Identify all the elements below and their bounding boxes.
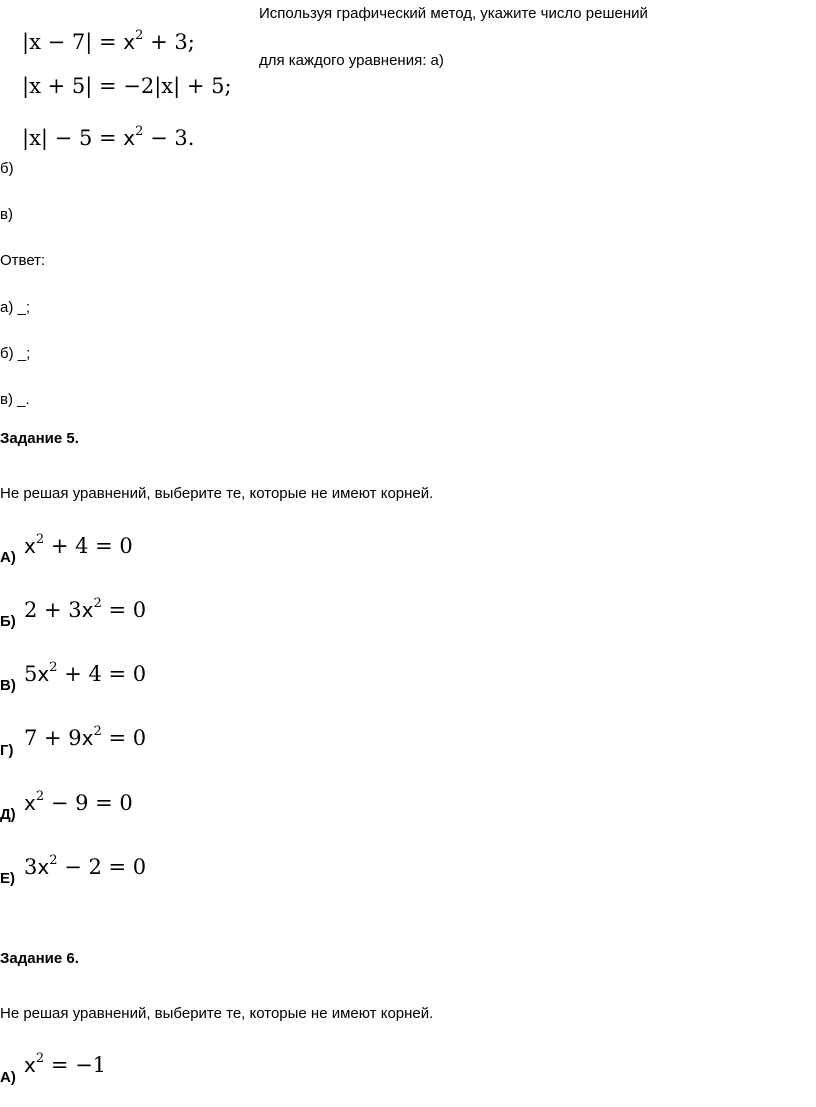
equation-c-var: x — [123, 126, 136, 150]
task5-option-equation: $7 + 9x^2 = 0$ — [24, 724, 147, 750]
task5-option-equation: $5x^2 + 4 = 0$ — [24, 660, 147, 686]
task5-option-label: Е) — [0, 870, 15, 887]
task5-option-label: Д) — [0, 806, 16, 823]
task5-option-label: Г) — [0, 742, 14, 759]
task5-option-equation: $3x^2 - 2 = 0$ — [24, 853, 147, 879]
task6-option-label: А) — [0, 1069, 16, 1086]
sub-label-b: б) — [0, 160, 14, 177]
task5-option-equation: $2 + 3x^2 = 0$ — [24, 596, 147, 622]
task5-option-equation: $x^2 + 4 = 0$ — [24, 532, 133, 558]
equation-a-var: x — [123, 30, 136, 54]
answer-b: б) _; — [0, 345, 31, 362]
equation-a-rest: + 3; — [150, 30, 195, 54]
intro-line-2: для каждого уравнения: а) — [259, 52, 444, 69]
task5-option-label: А) — [0, 549, 16, 566]
task6-prompt: Не решая уравнений, выберите те, которые не имеют корней. — [0, 1005, 434, 1022]
task5-option-label: В) — [0, 677, 16, 694]
answer-v: в) _. — [0, 391, 30, 408]
equation-a: $|x - 7| = x^2 + 3$; — [22, 28, 195, 54]
task6-option-equation: $x^2 = -1$ — [24, 1051, 107, 1077]
equation-c-exp: 2 — [135, 124, 144, 139]
answer-a: а) _; — [0, 299, 31, 316]
equation-a-exp: 2 — [135, 28, 144, 43]
answer-title: Ответ: — [0, 252, 46, 269]
equation-c-rest: − 3. — [150, 126, 195, 150]
equation-a-left: |x − 7| — [22, 30, 93, 54]
equation-c-left: |x| − 5 — [22, 126, 93, 150]
task6-title: Задание 6. — [0, 950, 79, 967]
intro-line-1: Используя графический метод, укажите число решений — [259, 5, 648, 22]
equation-b: |x + 5| = −2|x| + 5; — [22, 74, 232, 98]
task5-option-equation: $x^2 - 9 = 0$ — [24, 789, 133, 815]
task5-option-label: Б) — [0, 613, 16, 630]
task5-prompt: Не решая уравнений, выберите те, которые не имеют корней. — [0, 485, 434, 502]
equation-c: $|x| - 5 = x^2 - 3$. — [22, 124, 195, 150]
task5-title: Задание 5. — [0, 430, 79, 447]
sub-label-v: в) — [0, 206, 13, 223]
